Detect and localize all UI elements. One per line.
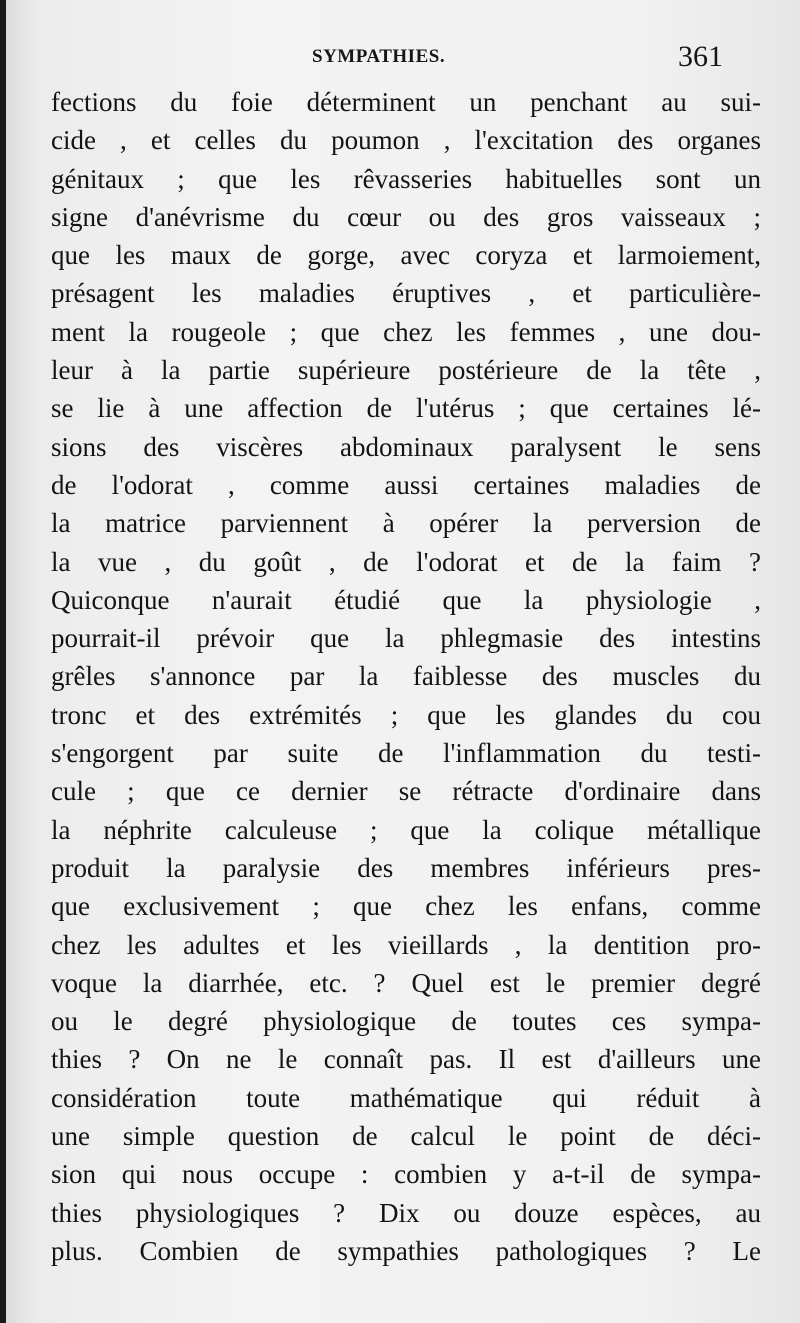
text-line: pourrait-il prévoir que la phlegmasie des intestins (51, 623, 761, 654)
text-line: se lie à une affection de l'utérus ; que certaines lé- (51, 393, 761, 424)
text-line: présagent les maladies éruptives , et particulière- (51, 278, 761, 309)
text-line: considération toute mathématique qui réduit à (51, 1082, 761, 1113)
body-text (51, 83, 761, 1270)
text-line: la néphrite calculeuse ; que la colique métallique (51, 814, 761, 845)
text-line: sions des viscères abdominaux paralysent le sens (51, 431, 761, 462)
text-line: que exclusivement ; que chez les enfans, comme (51, 891, 761, 922)
text-line: tronc et des extrémités ; que les glandes du cou (51, 699, 761, 730)
text-line: de l'odorat , comme aussi certaines maladies de (51, 469, 761, 500)
page-number: 361 (678, 40, 723, 73)
text-line: cide , et celles du poumon , l'excitation des organes (51, 125, 761, 156)
text-line: ou le degré physiologique de toutes ces sympa- (51, 1006, 761, 1037)
text-line: génitaux ; que les rêvasseries habituelles sont un (51, 163, 761, 194)
text-line: ment la rougeole ; que chez les femmes , une dou- (51, 316, 761, 347)
book-page (6, 0, 800, 1323)
text-line: Quiconque n'aurait étudié que la physiologie , (51, 584, 761, 615)
text-line: grêles s'annonce par la faiblesse des muscles du (51, 661, 761, 692)
text-line: fections du foie déterminent un penchant au sui- (51, 87, 761, 117)
text-line: sion qui nous occupe : combien y a-t-il de sympa- (51, 1159, 761, 1190)
text-line: voque la diarrhée, etc. ? Quel est le premier degré (51, 967, 761, 998)
text-line: signe d'anévrisme du cœur ou des gros vaisseaux ; (51, 201, 761, 232)
page-header (6, 40, 800, 80)
text-line: une simple question de calcul le point de déci- (51, 1121, 761, 1152)
text-line: la vue , du goût , de l'odorat et de la faim ? (51, 546, 761, 577)
running-head: SYMPATHIES. (312, 46, 446, 67)
text-line: thies ? On ne le connaît pas. Il est d'ailleurs une (51, 1044, 761, 1075)
text-line: que les maux de gorge, avec coryza et larmoiement, (51, 240, 761, 271)
text-line: la matrice parviennent à opérer la perversion de (51, 508, 761, 539)
text-line: leur à la partie supérieure postérieure de la tête , (51, 355, 761, 386)
text-line: thies physiologiques ? Dix ou douze espèces, au (51, 1197, 761, 1228)
text-line: cule ; que ce dernier se rétracte d'ordinaire dans (51, 776, 761, 807)
text-line: s'engorgent par suite de l'inflammation du testi- (51, 738, 761, 769)
text-line: chez les adultes et les vieillards , la dentition pro- (51, 929, 761, 960)
text-line: plus. Combien de sympathies pathologiques ? Le (51, 1235, 761, 1266)
text-line: produit la paralysie des membres inférieurs pres- (51, 852, 761, 883)
